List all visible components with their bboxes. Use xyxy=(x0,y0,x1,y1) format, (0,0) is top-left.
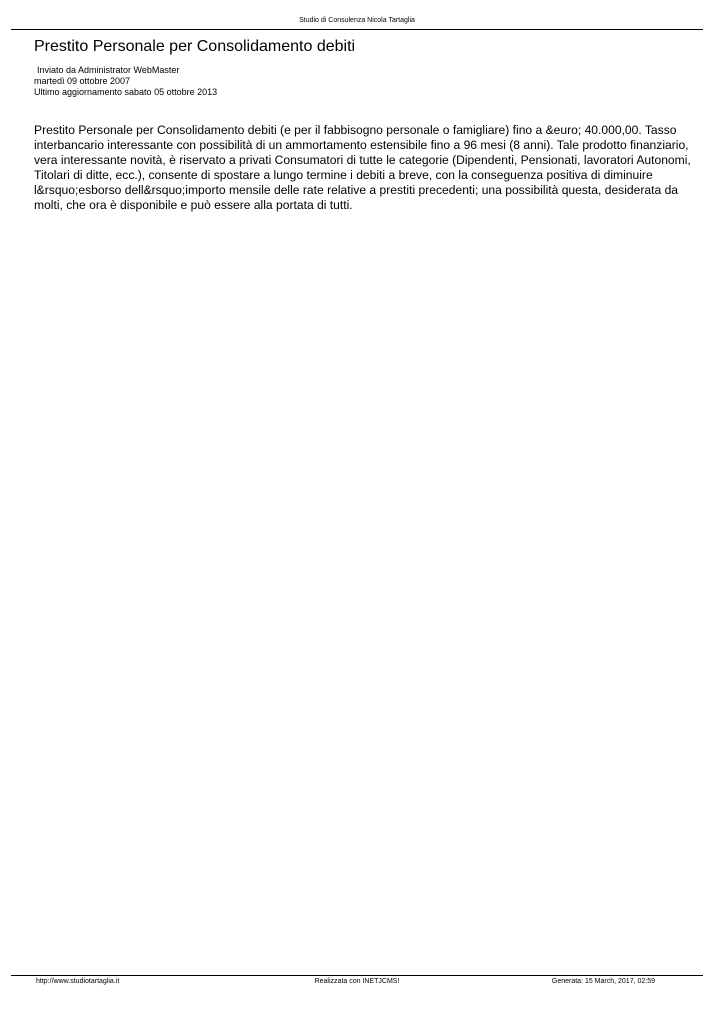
updated-line: Ultimo aggiornamento sabato 05 ottobre 2013 xyxy=(34,87,218,97)
footer-generated-date: Generata: 15 March, 2017, 02:59 xyxy=(551,978,655,985)
article-title: Prestito Personale per Consolidamento debiti xyxy=(34,38,356,55)
article-meta xyxy=(34,65,217,98)
date-line: martedì 09 ottobre 2007 xyxy=(34,76,131,86)
author-line: Inviato da Administrator WebMaster xyxy=(37,65,180,75)
site-name: Studio di Consulenza Nicola Tartaglia xyxy=(299,17,415,24)
footer-url-link[interactable]: http://www.studiotartaglia.it xyxy=(36,978,120,985)
page-header xyxy=(11,15,703,30)
page-footer xyxy=(11,975,703,990)
article-body: Prestito Personale per Consolidamento debiti (e per il fabbisogno personale o famigliare) fino a &euro; 40.000,00. Tasso interbancario interessante con possibilità di un ammortamento estensibile fino a 96 mesi (8 anni). Tale prodotto finanziario, vera interessante novità, è riservato a privati Consumatori di tutte le categorie (Dipendenti, Pensionati, lavoratori Autonomi, Titolari di ditte, ecc.), consente di spostare a lungo termine i debiti a breve, con la conseguenza positiva di diminuire l&rsquo;esborso dell&rsquo;importo mensile delle rate relative a prestiti precedenti; una possibilità questa, desiderata da molti, che ora è disponibile e può essere alla portata di tutti. xyxy=(34,123,691,212)
footer-cms-credit: Realizzata con INETJCMS! xyxy=(314,978,400,985)
